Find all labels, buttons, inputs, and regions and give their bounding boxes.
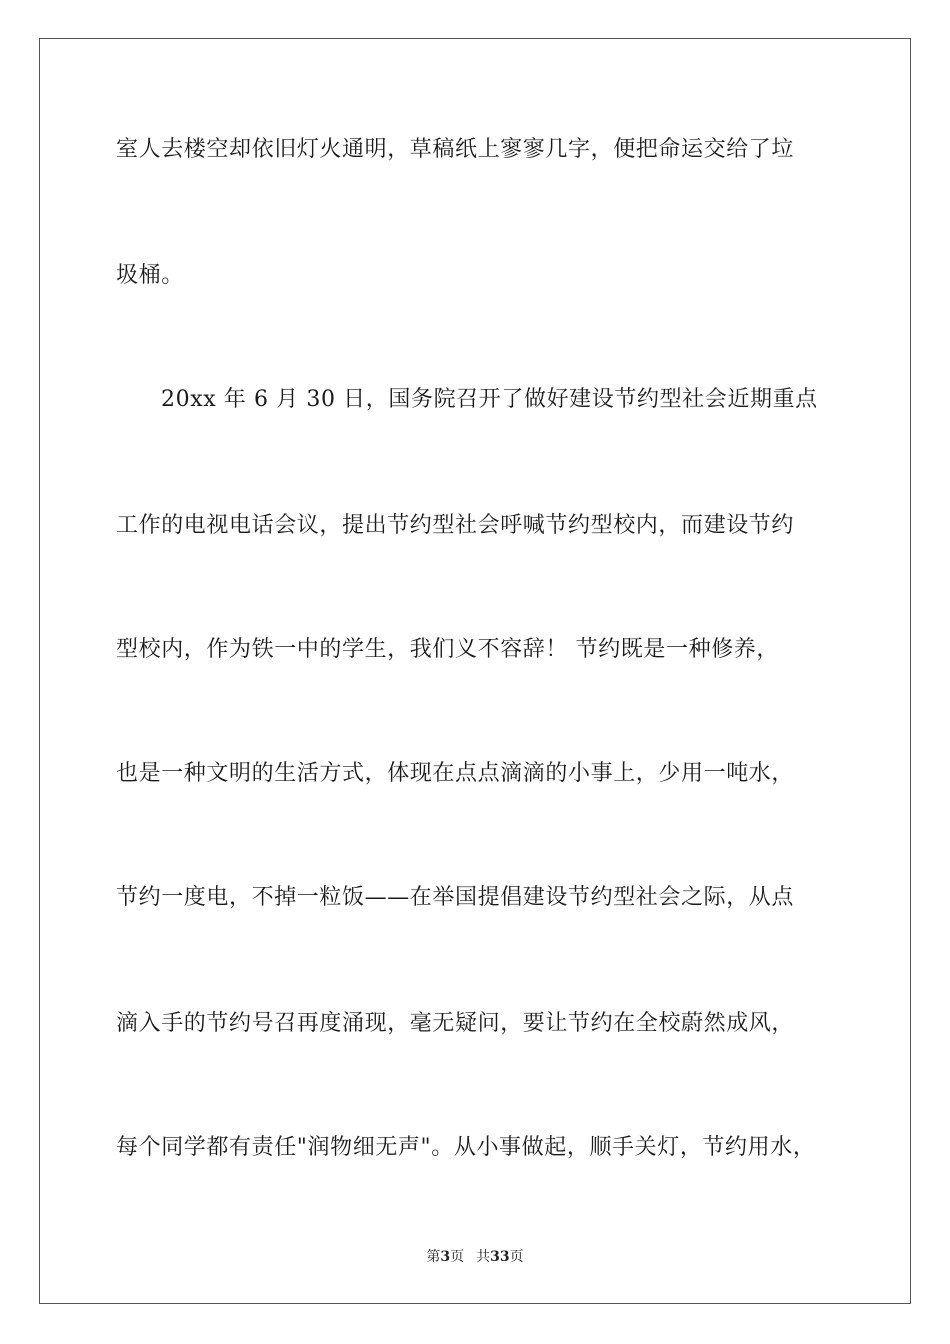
body-line-9: 每个同学都有责任"润物细无声"。从小事做起，顺手关灯，节约用水， (116, 1135, 816, 1160)
body-line-4: 工作的电视电话会议，提出节约型社会呼喊节约型校内，而建设节约 (116, 513, 795, 538)
body-line-6: 也是一种文明的生活方式，体现在点点滴滴的小事上，少用一吨水， (116, 761, 795, 786)
page-border (39, 38, 911, 1304)
footer-page-current: 3 (440, 1249, 451, 1265)
footer-total-prefix: 共 (476, 1249, 491, 1265)
body-line-7: 节约一度电，不掉一粒饭——在举国提倡建设节约型社会之际，从点 (116, 885, 795, 910)
body-line-2: 圾桶。 (116, 263, 184, 288)
footer-page-prefix: 第 (426, 1249, 441, 1265)
body-line-3: 20xx 年 6 月 30 日，国务院召开了做好建设节约型社会近期重点 (161, 387, 818, 412)
footer-total-suffix: 页 (509, 1249, 524, 1265)
body-line-1: 室人去楼空却依旧灯火通明，草稿纸上寥寥几字，便把命运交给了垃 (116, 137, 795, 162)
footer-page-suffix: 页 (450, 1249, 465, 1265)
body-line-5: 型校内，作为铁一中的学生，我们义不容辞！ 节约既是一种修养， (116, 637, 779, 662)
footer-page-total: 33 (490, 1249, 510, 1265)
page-footer (0, 1248, 950, 1266)
body-line-8: 滴入手的节约号召再度涌现，毫无疑问，要让节约在全校蔚然成风， (116, 1011, 795, 1036)
